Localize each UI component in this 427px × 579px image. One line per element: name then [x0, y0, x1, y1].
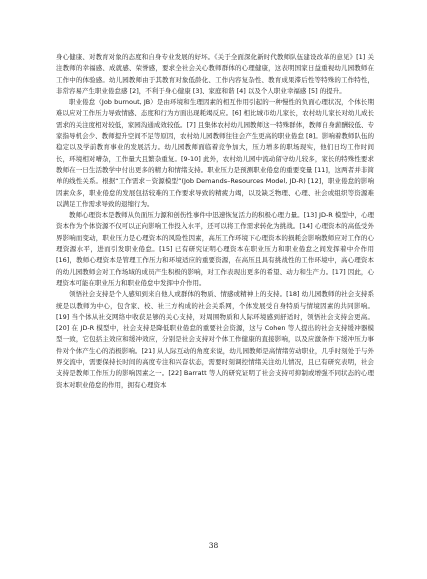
page-number: 38: [208, 541, 219, 550]
paragraph-3: 教师心理资本是教师从负面压力源和创伤性事件中迅速恢复活力的积极心理力量。[13] JD-R 模型中，心理资本作为个体资源不仅可以正向影响工作投入水平，还可以将工作需求转化为挑战。[14] 心理资本的高低受外界影响而变动，职业压力是心理资本的风险性因素，高压工作环境下心理资本的损耗会影响教师应对工作的心理资源水平，进而引发职业倦怠。[15] 已有研究证明心理资本在职业压力和职业倦怠之间发挥着中介作用 [16]，教师心理资本是管理工作压力和环境适应的重要资源，在高压且具有挑战性的工作环境中，高心理资本的幼儿园教师会对工作场域的成员产生积极的影响，对工作表现出更多的希望、动力和生产力。[17] 因此，心理资本可能在职业压力和职业倦怠中发挥中介作用。: [56, 211, 374, 287]
paragraph-2: 职业倦怠（Job burnout, JB）是由环境和生理因素的相互作用引起的一种慢性的负面心理状况，个体长期难以应对工作压力导致情感、态度和行为方面出现耗竭反应。[6] 相比城市幼儿家长，农村幼儿家长对幼儿成长需求的关注度相对较低，家园沟通成效较低。[7] 且集体农村幼儿园教师这一特殊群体，教师自身薪酬较低、专家指导机会少、教师提升空间不足等原因，农村幼儿园教师往往会产生更高的职业倦怠 [8]。影响着教师队伍的稳定以及学前教育事业的发展活力。幼儿园教师面临着竞争加大，压力增多的职场现实，他们日均工作时间长，环境相对嘈杂，工作量大且繁杂重复。[9-10] 此外，农村幼儿园中流动留守幼儿较多，家长的特殊性要求教师在一日生活教学中付出更多的精力和情绪支持。职业压力是预测职业倦怠的重要变量 [11]，这两者并非简单的线性关系。根据“工作需求－资源模型”(Job Demands–Resources Model, JD-R) [12]，职业倦怠的影响因素众多，职业倦怠的发展包括较难的工作要求导致的精疲力竭，以及缺乏物理、心理、社会或组织等资源难以满足工作需求导致的退缩行为。: [56, 98, 374, 208]
paragraph-4: 领悟社会支持是个人感知到来自他人或群体的物质、情感或精神上的支持。[18] 幼儿园教师的社会支持系统是以教师为中心，包含家、校、社三方构成的社会关系网，个体发展受自身特质与情境因素的共同影响。[19] 当个体从社交网络中收获足够的关心支持，对周围物质和人际环境感到舒适时，领悟社会支持会更高。[20] 在 JD-R 模型中，社会支持是降低职业倦怠的重要社会资源，这与 Cohen 等人提出的社会支持缓冲器模型一致，它包括主效应和缓冲效应，分别是社会支持对个体工作健康的直接影响，以及应激条件下缓冲压力事件对个体产生心的消极影响。[21] 从人际互动的角度来说，幼儿园教师是高情绪劳动职业，几乎时刻处于与外界交流中，需要保持长时间的高度专注和兴奋状态，需要时刻调控情绪关注幼儿情况，且已有研究表明，社会支持是教师工作压力的影响因素之一。[22] Barratt 等人的研究证明了社会支持可抑制或增强不同状态的心理资本对职业倦怠的作用，拥有心理资本: [56, 290, 374, 389]
body-text: [56, 52, 374, 391]
paragraph-1: 身心健康、对教育对象的态度和自身专业发展的好坏。《关于全面深化新时代教师队伍建设改革的意见》[1] 关注教师的幸福感、成就感、荣誉感，要求全社会关心教师群体的心理健康，这表明国家日益重视幼儿园教师在工作中的体验感。幼儿园教师由于其教育对象低龄化、工作内容复杂性、教育成果滞后性等特殊的工作特性，非常容易产生职业倦怠感 [2]，不利于身心健康 [3]、家庭和谐 [4] 以及个人职业幸福感 [5] 的提升。: [56, 53, 374, 95]
